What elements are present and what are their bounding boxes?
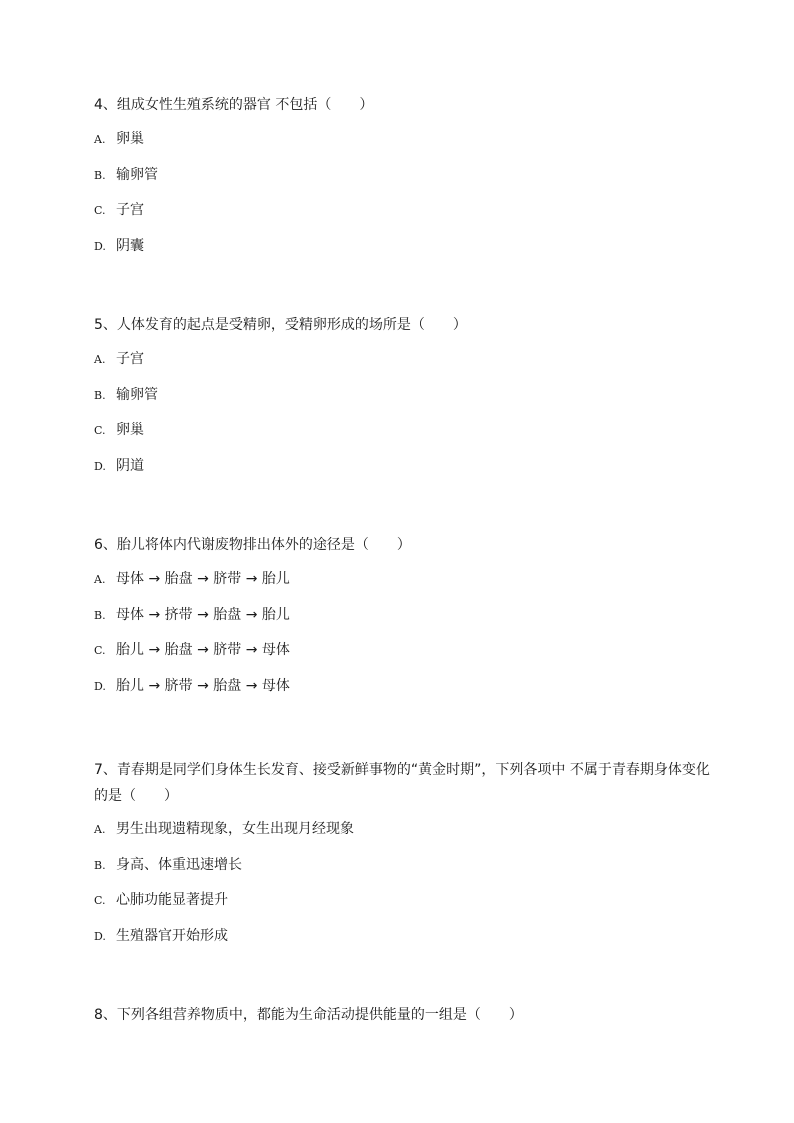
option-c [94, 633, 714, 669]
option-text: 心肺功能显著提升 [116, 892, 228, 908]
option-letter: A. [94, 133, 106, 146]
option-a [94, 342, 714, 378]
option-d [94, 919, 714, 955]
option-text: 阴囊 [116, 237, 144, 254]
question-stem: 8、下列各组营养物质中，都能为生命活动提供能量的一组是（ ） [94, 1007, 523, 1023]
option-letter: B. [94, 608, 106, 622]
option-letter: A. [94, 353, 106, 366]
option-letter: A. [94, 823, 106, 836]
option-c [94, 883, 714, 919]
option-letter: D. [94, 459, 106, 473]
option-a [94, 812, 714, 848]
option-text: 卵巢 [116, 422, 144, 438]
question-stem: 7、青春期是同学们身体生长发育、接受新鲜事物的“黄金时期”，下列各项中 不属于青春期身体变化的是（ ） [94, 762, 710, 804]
option-text: 胎儿 → 胎盘 → 脐带 → 母体 [116, 642, 290, 658]
option-b [94, 848, 714, 884]
option-d [94, 229, 714, 265]
option-letter: A. [94, 573, 106, 586]
question-stem: 6、胎儿将体内代谢废物排出体外的途径是（ ） [94, 537, 411, 553]
option-text: 身高、体重迅速增长 [116, 856, 242, 873]
option-letter: B. [94, 388, 106, 402]
option-d [94, 669, 714, 705]
option-list [94, 562, 714, 704]
option-d [94, 449, 714, 485]
option-text: 子宫 [116, 351, 144, 367]
option-b [94, 158, 714, 194]
option-a [94, 562, 714, 598]
option-c [94, 193, 714, 229]
question-5 [94, 312, 714, 484]
question-7 [94, 757, 714, 954]
option-text: 男生出现遗精现象，女生出现月经现象 [116, 821, 354, 837]
option-list [94, 122, 714, 264]
option-text: 子宫 [116, 202, 144, 218]
option-letter: D. [94, 239, 106, 253]
option-text: 阴道 [116, 457, 144, 474]
option-letter: C. [94, 424, 106, 437]
option-list [94, 342, 714, 484]
question-4 [94, 92, 714, 264]
question-8 [94, 1002, 714, 1028]
option-text: 生殖器官开始形成 [116, 927, 228, 944]
option-text: 输卵管 [116, 166, 158, 183]
option-b [94, 598, 714, 634]
question-6 [94, 532, 714, 704]
option-text: 输卵管 [116, 386, 158, 403]
option-text: 母体 → 胎盘 → 脐带 → 胎儿 [116, 571, 290, 587]
option-c [94, 413, 714, 449]
option-a [94, 122, 714, 158]
option-letter: C. [94, 204, 106, 217]
option-text: 卵巢 [116, 131, 144, 147]
option-letter: D. [94, 929, 106, 943]
option-letter: C. [94, 894, 106, 907]
option-letter: B. [94, 858, 106, 872]
option-b [94, 378, 714, 414]
option-letter: D. [94, 679, 106, 693]
option-letter: C. [94, 644, 106, 657]
option-list [94, 812, 714, 954]
option-text: 母体 → 挤带 → 胎盘 → 胎儿 [116, 606, 290, 623]
question-stem: 4、组成女性生殖系统的器官 不包括（ ） [94, 97, 374, 113]
option-letter: B. [94, 168, 106, 182]
question-stem: 5、人体发育的起点是受精卵，受精卵形成的场所是（ ） [94, 317, 467, 333]
option-text: 胎儿 → 脐带 → 胎盘 → 母体 [116, 677, 290, 694]
